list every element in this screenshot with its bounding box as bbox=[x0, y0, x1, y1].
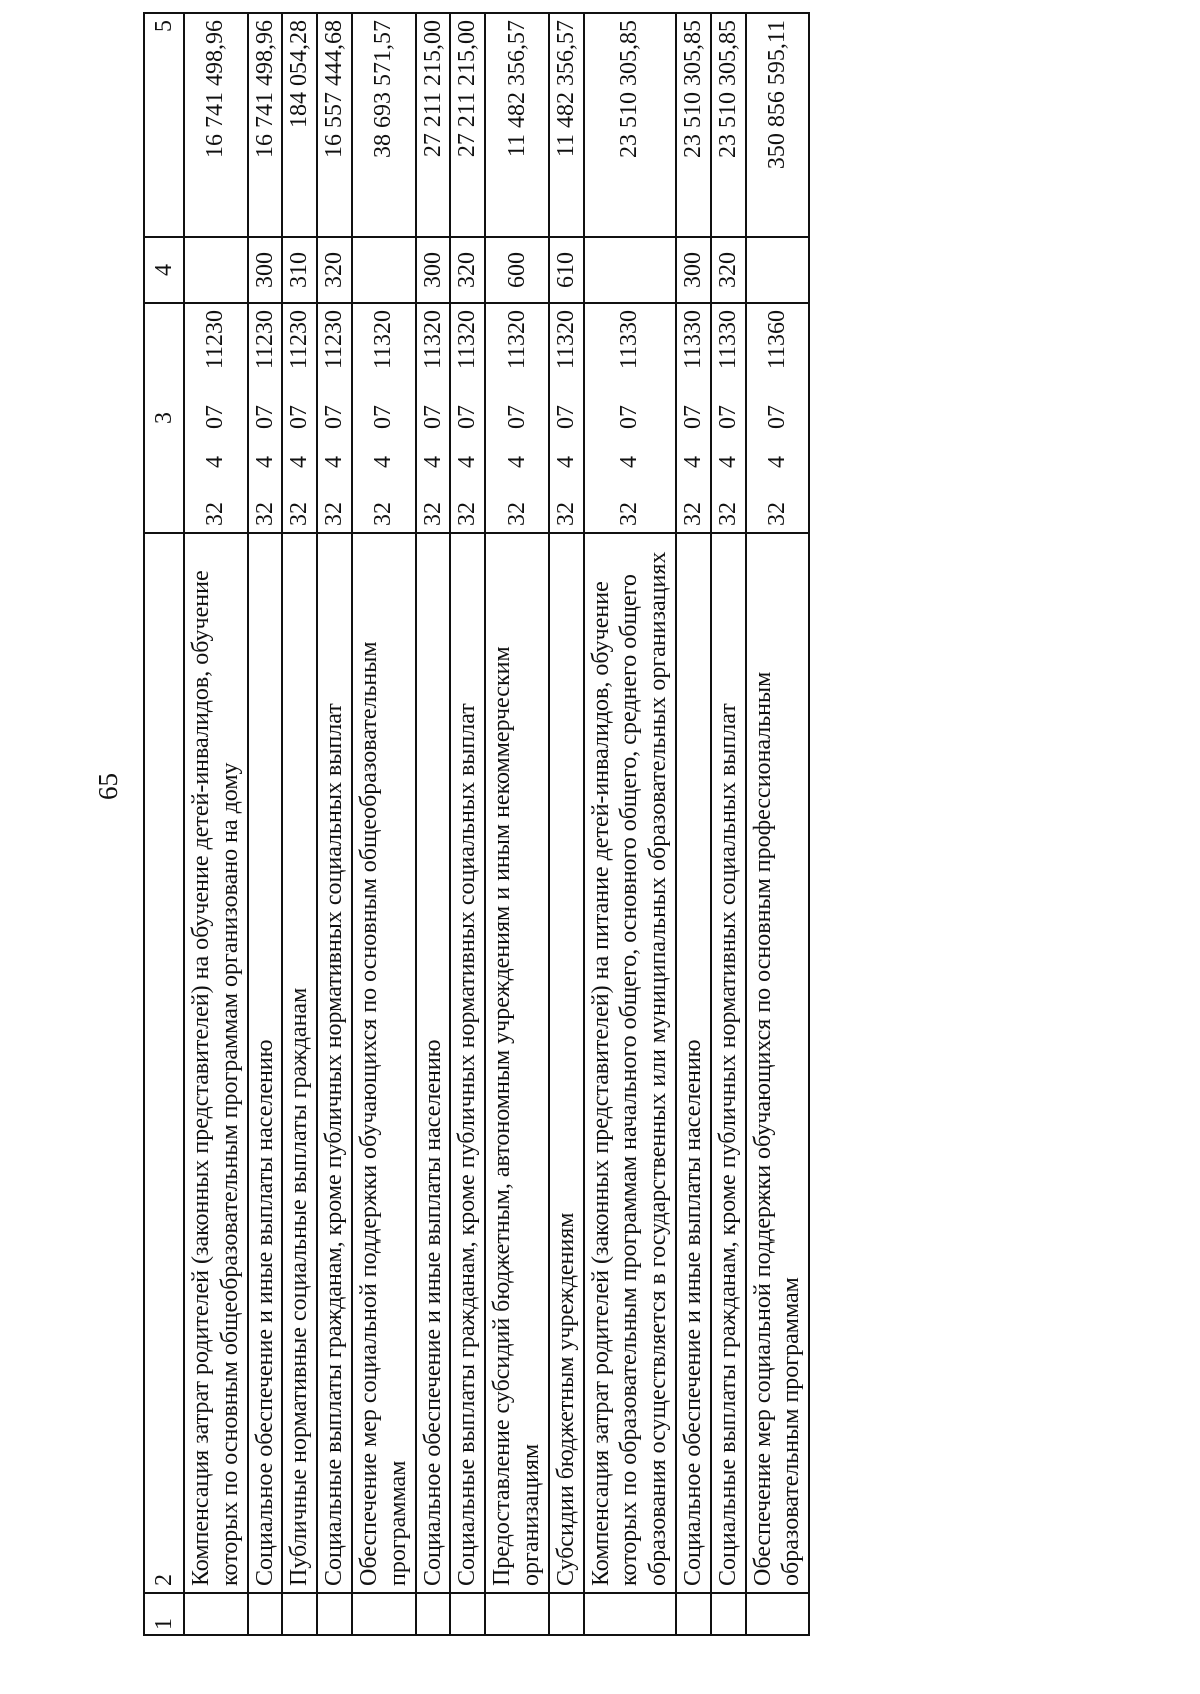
table-row bbox=[711, 13, 746, 1635]
budget-code-part: 11320 bbox=[454, 310, 481, 370]
budget-code-part: 32 bbox=[714, 502, 741, 526]
budget-code-part: 4 bbox=[679, 456, 706, 468]
row-code-cell bbox=[248, 303, 283, 533]
budget-code bbox=[453, 310, 482, 526]
row-sum-cell: 23 510 305,85 bbox=[676, 13, 711, 237]
budget-code-part: 32 bbox=[454, 502, 481, 526]
header-col-5: 5 bbox=[144, 13, 184, 237]
budget-code-part: 07 bbox=[763, 405, 790, 429]
budget-code-part: 4 bbox=[552, 456, 579, 468]
budget-code-part: 32 bbox=[370, 502, 397, 526]
row-expense-type-cell: 610 bbox=[549, 237, 584, 303]
budget-code-part: 32 bbox=[616, 502, 643, 526]
budget-code-part: 4 bbox=[370, 456, 397, 468]
budget-code-part: 11320 bbox=[552, 310, 579, 370]
table-row bbox=[676, 13, 711, 1635]
table-row bbox=[584, 13, 676, 1635]
row-number-cell bbox=[549, 1593, 584, 1635]
budget-code bbox=[552, 310, 581, 526]
table-row bbox=[485, 13, 549, 1635]
row-code-cell bbox=[676, 303, 711, 533]
row-sum-cell: 27 211 215,00 bbox=[450, 13, 485, 237]
budget-code-part: 11230 bbox=[321, 310, 348, 370]
budget-code-part: 07 bbox=[202, 405, 229, 429]
row-sum-cell: 23 510 305,85 bbox=[711, 13, 746, 237]
budget-code-part: 4 bbox=[616, 456, 643, 468]
budget-code-part: 32 bbox=[503, 502, 530, 526]
row-number-cell bbox=[676, 1593, 711, 1635]
budget-code-part: 11330 bbox=[679, 310, 706, 370]
row-number-cell bbox=[352, 1593, 416, 1635]
budget-code bbox=[251, 310, 280, 526]
budget-table-body bbox=[144, 13, 809, 1635]
budget-code-part: 07 bbox=[679, 405, 706, 429]
budget-code-part: 4 bbox=[714, 456, 741, 468]
budget-code bbox=[763, 310, 792, 526]
budget-table bbox=[143, 12, 810, 1636]
row-expense-type-cell bbox=[584, 237, 676, 303]
budget-code-part: 4 bbox=[763, 456, 790, 468]
row-expense-type-cell bbox=[746, 237, 810, 303]
row-expense-type-cell: 300 bbox=[676, 237, 711, 303]
budget-code-part: 32 bbox=[552, 502, 579, 526]
row-sum-cell: 11 482 356,57 bbox=[485, 13, 549, 237]
budget-code-part: 07 bbox=[286, 405, 313, 429]
row-code-cell bbox=[184, 303, 248, 533]
row-code-cell bbox=[416, 303, 451, 533]
row-sum-cell: 184 054,28 bbox=[282, 13, 317, 237]
row-number-cell bbox=[317, 1593, 352, 1635]
budget-code-part: 11320 bbox=[419, 310, 446, 370]
budget-code bbox=[615, 310, 644, 526]
budget-code-part: 32 bbox=[202, 502, 229, 526]
page-number: 65 bbox=[93, 773, 123, 800]
budget-code-part: 11360 bbox=[763, 310, 790, 370]
row-name-cell: Социальные выплаты гражданам, кроме публичных нормативных социальных выплат bbox=[450, 533, 485, 1593]
row-name-cell: Социальное обеспечение и иные выплаты населению bbox=[248, 533, 283, 1593]
table-row bbox=[282, 13, 317, 1635]
row-expense-type-cell: 320 bbox=[450, 237, 485, 303]
row-expense-type-cell: 310 bbox=[282, 237, 317, 303]
budget-code-part: 32 bbox=[419, 502, 446, 526]
row-code-cell bbox=[450, 303, 485, 533]
header-col-1: 1 bbox=[144, 1593, 184, 1635]
table-row bbox=[549, 13, 584, 1635]
row-name-cell: Социальное обеспечение и иные выплаты населению bbox=[416, 533, 451, 1593]
row-name-cell: Субсидии бюджетным учреждениям bbox=[549, 533, 584, 1593]
table-row bbox=[352, 13, 416, 1635]
row-sum-cell: 16 741 498,96 bbox=[184, 13, 248, 237]
row-number-cell bbox=[485, 1593, 549, 1635]
budget-code-part: 11230 bbox=[251, 310, 278, 370]
row-code-cell bbox=[549, 303, 584, 533]
budget-code-part: 11230 bbox=[286, 310, 313, 370]
budget-code-part: 32 bbox=[286, 502, 313, 526]
row-sum-cell: 11 482 356,57 bbox=[549, 13, 584, 237]
table-row bbox=[317, 13, 352, 1635]
budget-code bbox=[320, 310, 349, 526]
row-name-cell: Обеспечение мер социальной поддержки обучающихся по основным профессиональным образовательным программам bbox=[746, 533, 810, 1593]
budget-code-part: 4 bbox=[321, 456, 348, 468]
budget-code-part: 4 bbox=[202, 456, 229, 468]
row-number-cell bbox=[184, 1593, 248, 1635]
header-row bbox=[144, 13, 184, 1635]
row-sum-cell: 27 211 215,00 bbox=[416, 13, 451, 237]
budget-code-part: 11330 bbox=[616, 310, 643, 370]
budget-code bbox=[503, 310, 532, 526]
row-number-cell bbox=[746, 1593, 810, 1635]
row-expense-type-cell: 320 bbox=[317, 237, 352, 303]
row-sum-cell: 16 741 498,96 bbox=[248, 13, 283, 237]
budget-code-part: 07 bbox=[419, 405, 446, 429]
row-expense-type-cell: 320 bbox=[711, 237, 746, 303]
budget-code-part: 4 bbox=[454, 456, 481, 468]
budget-code-part: 32 bbox=[321, 502, 348, 526]
budget-code-part: 07 bbox=[251, 405, 278, 429]
budget-code-part: 4 bbox=[419, 456, 446, 468]
row-expense-type-cell bbox=[352, 237, 416, 303]
row-code-cell bbox=[485, 303, 549, 533]
budget-code-part: 07 bbox=[454, 405, 481, 429]
row-number-cell bbox=[248, 1593, 283, 1635]
budget-code-part: 07 bbox=[503, 405, 530, 429]
row-name-cell: Социальное обеспечение и иные выплаты населению bbox=[676, 533, 711, 1593]
row-name-cell: Социальные выплаты гражданам, кроме публичных нормативных социальных выплат bbox=[317, 533, 352, 1593]
row-code-cell bbox=[352, 303, 416, 533]
row-sum-cell: 350 856 595,11 bbox=[746, 13, 810, 237]
table-row bbox=[248, 13, 283, 1635]
budget-code bbox=[285, 310, 314, 526]
budget-code-part: 32 bbox=[763, 502, 790, 526]
row-expense-type-cell: 600 bbox=[485, 237, 549, 303]
budget-code bbox=[369, 310, 398, 526]
row-expense-type-cell bbox=[184, 237, 248, 303]
row-name-cell: Обеспечение мер социальной поддержки обучающихся по основным общеобразовательным программам bbox=[352, 533, 416, 1593]
budget-code-part: 07 bbox=[616, 405, 643, 429]
budget-code-part: 4 bbox=[251, 456, 278, 468]
row-name-cell: Предоставление субсидий бюджетным, автономным учреждениям и иным некоммерческим организациям bbox=[485, 533, 549, 1593]
row-number-cell bbox=[450, 1593, 485, 1635]
row-code-cell bbox=[584, 303, 676, 533]
row-number-cell bbox=[416, 1593, 451, 1635]
budget-code-part: 11320 bbox=[370, 310, 397, 370]
header-col-3: 3 bbox=[144, 303, 184, 533]
budget-code-part: 07 bbox=[552, 405, 579, 429]
budget-code bbox=[679, 310, 708, 526]
row-name-cell: Компенсация затрат родителей (законных представителей) на питание детей-инвалидов, обучение которых по образовательным программам начального общего, основного общего, среднего общего образования осуществляется в государственных или муниципальных образовательных организациях bbox=[584, 533, 676, 1593]
row-sum-cell: 16 557 444,68 bbox=[317, 13, 352, 237]
budget-code-part: 11230 bbox=[202, 310, 229, 370]
budget-code-part: 4 bbox=[503, 456, 530, 468]
budget-code-part: 32 bbox=[251, 502, 278, 526]
budget-code-part: 07 bbox=[714, 405, 741, 429]
row-expense-type-cell: 300 bbox=[248, 237, 283, 303]
budget-code-part: 07 bbox=[370, 405, 397, 429]
table-row bbox=[450, 13, 485, 1635]
budget-code bbox=[419, 310, 448, 526]
row-name-cell: Компенсация затрат родителей (законных представителей) на обучение детей-инвалидов, обучение которых по основным общеобразовательным программам организовано на дому bbox=[184, 533, 248, 1593]
row-code-cell bbox=[317, 303, 352, 533]
budget-code-part: 11320 bbox=[503, 310, 530, 370]
budget-code bbox=[714, 310, 743, 526]
row-code-cell bbox=[746, 303, 810, 533]
row-number-cell bbox=[711, 1593, 746, 1635]
table-row bbox=[416, 13, 451, 1635]
budget-code-part: 4 bbox=[286, 456, 313, 468]
header-col-4: 4 bbox=[144, 237, 184, 303]
budget-code-part: 07 bbox=[321, 405, 348, 429]
table-row bbox=[746, 13, 810, 1635]
row-number-cell bbox=[282, 1593, 317, 1635]
budget-code bbox=[201, 310, 230, 526]
row-sum-cell: 23 510 305,85 bbox=[584, 13, 676, 237]
header-col-2: 2 bbox=[144, 533, 184, 1593]
row-expense-type-cell: 300 bbox=[416, 237, 451, 303]
row-name-cell: Социальные выплаты гражданам, кроме публичных нормативных социальных выплат bbox=[711, 533, 746, 1593]
budget-table-container bbox=[143, 20, 1073, 1636]
table-row bbox=[184, 13, 248, 1635]
row-number-cell bbox=[584, 1593, 676, 1635]
row-code-cell bbox=[282, 303, 317, 533]
budget-code-part: 11330 bbox=[714, 310, 741, 370]
row-code-cell bbox=[711, 303, 746, 533]
budget-code-part: 32 bbox=[679, 502, 706, 526]
row-name-cell: Публичные нормативные социальные выплаты гражданам bbox=[282, 533, 317, 1593]
row-sum-cell: 38 693 571,57 bbox=[352, 13, 416, 237]
